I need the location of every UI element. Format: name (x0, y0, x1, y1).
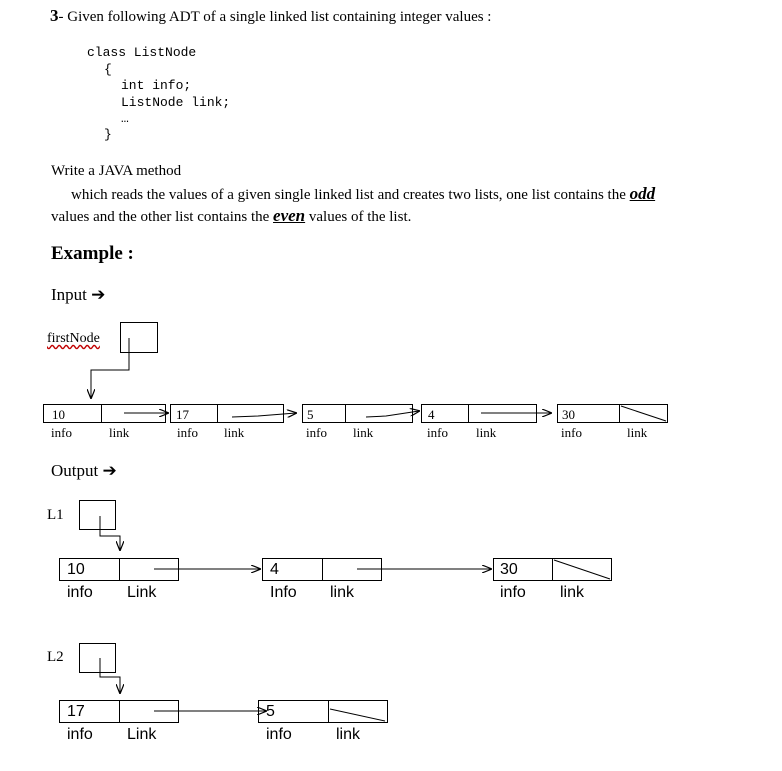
input-node-2-value: 17 (176, 407, 189, 422)
task-description-text: which reads the values of a given single linked list and creates two lists, one list contains the (71, 187, 630, 203)
l1-node-3-value: 30 (500, 561, 518, 578)
l1-label: L1 (47, 507, 64, 523)
l2-pointer-arrow (100, 658, 120, 693)
task-description-text3: values of the list. (305, 209, 412, 225)
input-node-2-link-box (218, 405, 284, 423)
input-node-5-value: 30 (562, 407, 575, 422)
code-line-link: ListNode link; (121, 95, 231, 110)
l1-node-1-info-label: info (67, 584, 93, 601)
first-node-pointer-box (121, 323, 158, 353)
first-node-label: firstNode (47, 331, 100, 346)
l2-node-2-value: 5 (266, 703, 275, 720)
l1-node-2-info-label: Info (270, 584, 297, 601)
l1-node-1-value: 10 (67, 561, 85, 578)
code-line-open-brace: { (104, 62, 112, 77)
input-null-slash (621, 406, 666, 421)
task-description-text2: values and the other list contains the (51, 209, 274, 225)
input-node-4-link-label: link (476, 425, 497, 440)
l2-node-2-info-label: info (266, 726, 292, 743)
input-node-3-info-label: info (306, 425, 327, 440)
input-arrow-3 (366, 411, 419, 417)
code-line-close-brace: } (104, 127, 112, 142)
first-node-arrow (91, 338, 129, 398)
l2-node-1-info-label: info (67, 726, 93, 743)
question-number: 3 (50, 6, 59, 25)
task-heading: Write a JAVA method (51, 163, 182, 179)
output-label: Output ➔ (51, 461, 117, 480)
l2-node-1-link-label: Link (127, 726, 157, 743)
l2-null-slash (330, 709, 385, 721)
input-node-1-info-label: info (51, 425, 72, 440)
input-node-2-link-label: link (224, 425, 245, 440)
even-word: even (273, 206, 306, 225)
input-node-3-value: 5 (307, 407, 314, 422)
l2-node-1-value: 17 (67, 703, 85, 720)
l2-node-2-link-label: link (336, 726, 361, 743)
input-node-3-link-label: link (353, 425, 374, 440)
l2-pointer-box (80, 644, 116, 673)
code-line-ellipsis: … (121, 111, 129, 126)
l1-node-3-link-label: link (560, 584, 585, 601)
input-node-1-link-label: link (109, 425, 130, 440)
l1-node-1-link-label: Link (127, 584, 157, 601)
l1-pointer-box (80, 501, 116, 530)
input-node-5-link-label: link (627, 425, 648, 440)
input-node-2-info-label: info (177, 425, 198, 440)
odd-word: odd (629, 184, 656, 203)
question-text: - Given following ADT of a single linked list containing integer values : (58, 9, 492, 25)
input-node-4-info-label: info (427, 425, 448, 440)
code-line-class: class ListNode (87, 45, 197, 60)
input-arrow-2 (232, 413, 296, 417)
input-label: Input ➔ (51, 285, 106, 304)
l2-label: L2 (47, 649, 64, 665)
input-node-1-value: 10 (52, 407, 65, 422)
code-line-info: int info; (121, 78, 192, 93)
example-heading: Example : (51, 243, 134, 264)
input-node-5-info-label: info (561, 425, 582, 440)
l1-pointer-arrow (100, 516, 120, 550)
l1-null-slash (554, 560, 610, 579)
l1-node-2-link-label: link (330, 584, 355, 601)
l1-node-3-info-label: info (500, 584, 526, 601)
l1-node-2-value: 4 (270, 561, 279, 578)
input-node-4-value: 4 (428, 407, 435, 422)
